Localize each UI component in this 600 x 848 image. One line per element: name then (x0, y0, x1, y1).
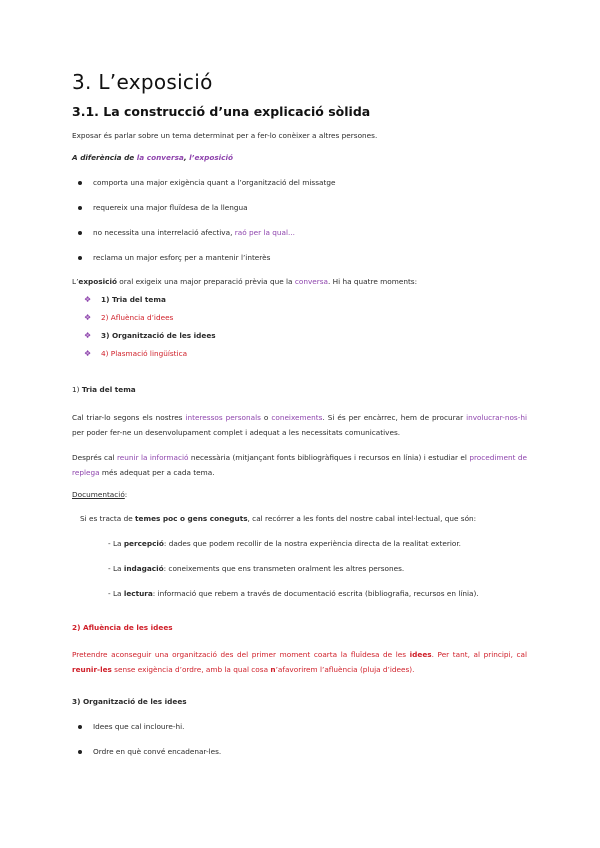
diamond-bullet-icon: ❖ (84, 295, 92, 304)
section-3-heading: 3) Organització de les idees (72, 697, 187, 706)
bullet-icon (78, 206, 82, 210)
diamond-bullet-icon: ❖ (84, 313, 92, 322)
source-percepcio: - La percepció: dades que podem recollir de la nostra experiència directa de la realitat exterior. (108, 539, 461, 548)
documentacio-line: Si es tracta de temes poc o gens coneguts, cal recórrer a les fonts del nostre cabal intel·lectual, que són: (80, 514, 477, 523)
section-1-paragraph-1: Cal triar-lo segons els nostres interessos personals o coneixements. Si és per encàrrec, hem de procurar involucrar-nos-hi per poder fer-ne un desenvolupament complet i adequat a les necessitats comunicatives. (72, 413, 527, 437)
bullet-icon (78, 181, 82, 185)
documentacio-label: Documentació: (72, 490, 128, 499)
conversa-link[interactable]: la conversa (136, 153, 184, 162)
diamond-bullet-icon: ❖ (84, 331, 92, 340)
rao-link[interactable]: raó per la qual... (234, 228, 295, 237)
section-2-heading: 2) Afluència de les idees (72, 623, 173, 632)
moments-intro: L’exposició oral exigeix una major preparació prèvia que la conversa. Hi ha quatre moments: (72, 277, 418, 286)
bullet-icon (78, 256, 82, 260)
section-2-paragraph: Pretendre aconseguir una organització des del primer moment coarta la fluïdesa de les idees. Per tant, al principi, cal reunir-les sense exigència d’ordre, amb la qual cosa n’afavorirem l’afluència (pluja d’idees). (72, 650, 527, 674)
exposicio-link[interactable]: l’exposició (189, 153, 234, 162)
bullet-icon (78, 750, 82, 754)
diamond-bullet-icon: ❖ (84, 349, 92, 358)
bullet-icon (78, 231, 82, 235)
section-1-heading: 1) Tria del tema (72, 385, 136, 394)
section-1-paragraph-2: Després cal reunir la informació necessària (mitjançant fonts bibliogràfiques i recursos en línia) i estudiar el procediment de replega més adequat per a cada tema. (72, 453, 528, 477)
page-title: 3. L’exposició (72, 70, 213, 94)
section-subtitle: 3.1. La construcció d’una explicació sòlida (72, 104, 371, 119)
conversa-link[interactable]: conversa (294, 277, 329, 286)
source-indagacio: - La indagació: coneixements que ens transmeten oralment les altres persones. (108, 564, 405, 573)
bullet-icon (78, 725, 82, 729)
source-lectura: - La lectura: informació que rebem a través de documentació escrita (bibliografia, recursos en línia). (108, 589, 479, 598)
intro-paragraph: Exposar és parlar sobre un tema determinat per a fer-lo conèixer a altres persones. (72, 131, 378, 140)
difference-heading: A diferència de la conversa, l’exposició (72, 153, 234, 162)
